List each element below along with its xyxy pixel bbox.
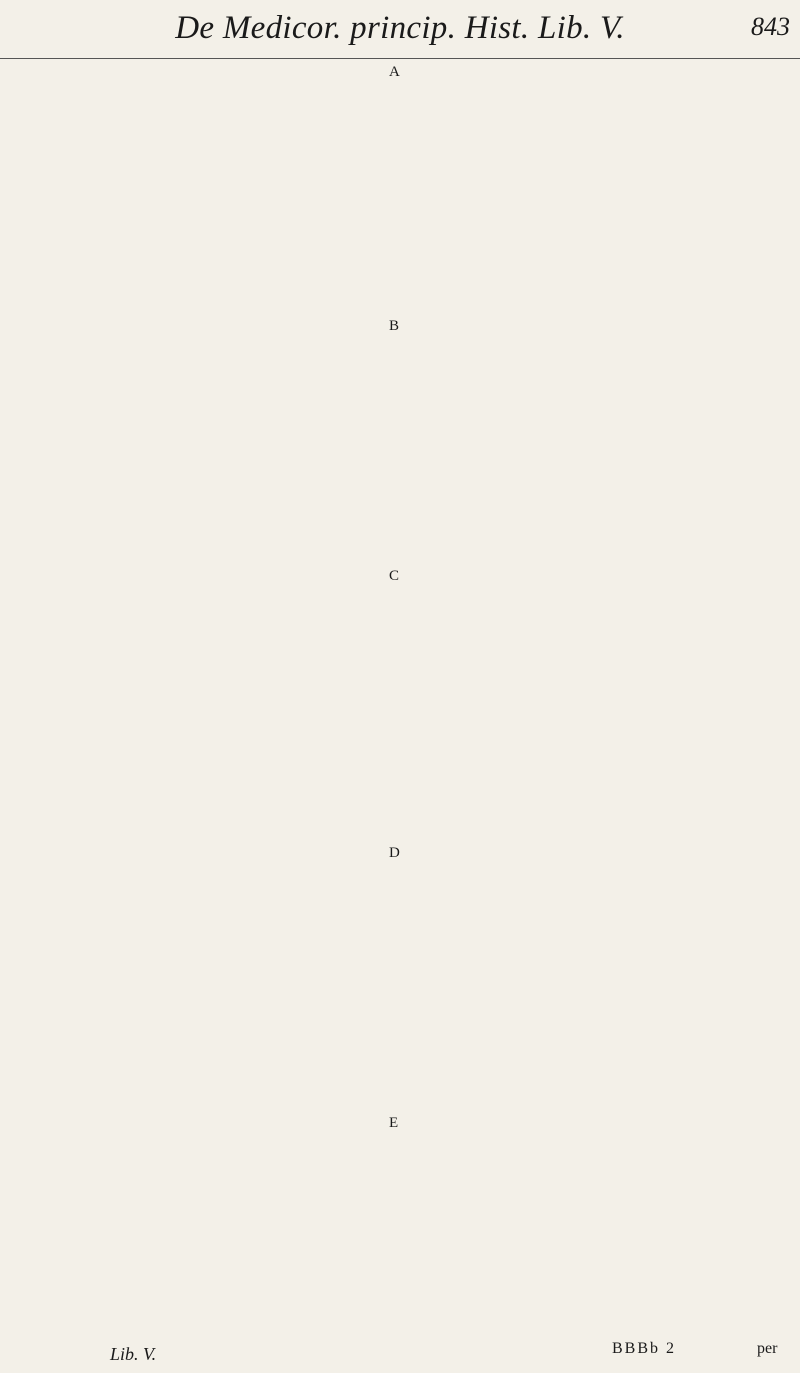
margin-letter-a: A — [389, 64, 400, 80]
catchword-right: per — [757, 1340, 778, 1357]
page-header — [0, 2, 800, 59]
running-title: De Medicor. princip. Hist. Lib. V. — [175, 10, 625, 46]
signature-mark: BBBb 2 — [612, 1340, 677, 1357]
margin-letter-e: E — [389, 1115, 399, 1131]
page-number: 843 — [751, 12, 790, 41]
margin-letter-c: C — [389, 568, 400, 584]
catchword-left: Lib. V. — [110, 1344, 157, 1364]
margin-letter-b: B — [389, 318, 400, 334]
margin-letter-d: D — [389, 845, 400, 861]
